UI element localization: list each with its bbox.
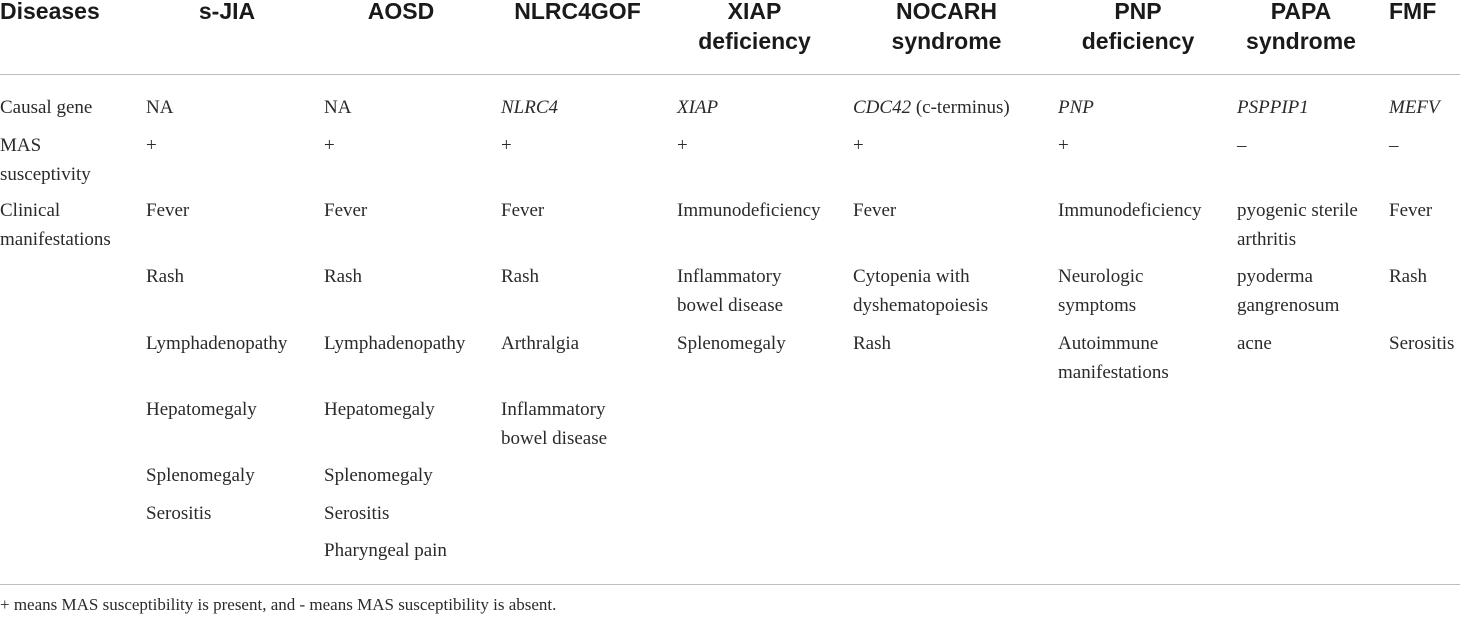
header-text: syndrome bbox=[891, 28, 1002, 54]
causal-gene-cell: NA bbox=[146, 97, 174, 118]
header-text: syndrome bbox=[1246, 28, 1356, 54]
clinical-item: Splenomegaly bbox=[324, 465, 433, 486]
clinical-item: Serositis bbox=[324, 503, 390, 524]
row-label-mas bbox=[0, 131, 91, 189]
clinical-item: Arthralgia bbox=[501, 333, 580, 354]
clinical-text: pyoderma bbox=[1237, 266, 1313, 287]
clinical-item bbox=[677, 262, 783, 320]
clinical-item: Splenomegaly bbox=[677, 333, 786, 354]
header-fmf bbox=[1389, 0, 1436, 26]
clinical-text: gangrenosum bbox=[1237, 295, 1340, 316]
header-text: FMF bbox=[1389, 0, 1437, 24]
clinical-item: Serositis bbox=[1389, 333, 1455, 354]
mas-cell: + bbox=[501, 135, 512, 156]
causal-gene-cell: MEFV bbox=[1389, 97, 1440, 118]
header-text: s-JIA bbox=[198, 0, 256, 24]
mas-cell: + bbox=[677, 135, 688, 156]
clinical-item: Fever bbox=[501, 200, 545, 221]
clinical-item: Splenomegaly bbox=[146, 465, 255, 486]
clinical-item: Rash bbox=[324, 266, 362, 287]
clinical-text: bowel disease bbox=[677, 295, 784, 316]
clinical-item: Immunodeficiency bbox=[677, 200, 821, 221]
causal-gene-cell: PSPPIP1 bbox=[1237, 97, 1309, 118]
clinical-item: Lymphadenopathy bbox=[324, 333, 466, 354]
header-diseases bbox=[0, 0, 100, 26]
clinical-item: Rash bbox=[1389, 266, 1427, 287]
causal-gene-cell bbox=[853, 93, 1010, 122]
mas-cell: – bbox=[1237, 135, 1247, 156]
header-text: NOCARH bbox=[896, 0, 997, 24]
table-bottom-rule bbox=[0, 584, 1460, 585]
clinical-text: Inflammatory bbox=[501, 399, 606, 420]
clinical-text: Autoimmune bbox=[1058, 333, 1159, 354]
row-label-text: manifestations bbox=[0, 229, 111, 250]
row-label-text: susceptivity bbox=[0, 164, 91, 185]
clinical-item: Serositis bbox=[146, 503, 212, 524]
clinical-item bbox=[1058, 262, 1143, 320]
row-label-causal-gene: Causal gene bbox=[0, 97, 93, 118]
clinical-item: Hepatomegaly bbox=[324, 399, 435, 420]
header-text: NLRC4GOF bbox=[514, 0, 641, 24]
mas-cell: + bbox=[324, 135, 335, 156]
clinical-item: Pharyngeal pain bbox=[324, 540, 447, 561]
causal-gene-cell: NLRC4 bbox=[501, 97, 559, 118]
clinical-item bbox=[501, 395, 607, 453]
clinical-text: bowel disease bbox=[501, 428, 608, 449]
clinical-text: pyogenic sterile bbox=[1237, 200, 1358, 221]
clinical-text: symptoms bbox=[1058, 295, 1137, 316]
header-text: Diseases bbox=[0, 0, 100, 24]
clinical-item: Rash bbox=[146, 266, 184, 287]
mas-cell: + bbox=[146, 135, 157, 156]
header-nocarh bbox=[854, 0, 1039, 56]
clinical-item bbox=[1237, 196, 1358, 254]
clinical-item: acne bbox=[1237, 333, 1272, 354]
clinical-item: Fever bbox=[146, 200, 190, 221]
causal-gene-cell: NA bbox=[324, 97, 352, 118]
clinical-item: Rash bbox=[853, 333, 891, 354]
causal-gene-cell: XIAP bbox=[677, 97, 719, 118]
header-text: PAPA bbox=[1270, 0, 1332, 24]
header-xiap bbox=[672, 0, 837, 56]
row-label-clinical bbox=[0, 196, 111, 254]
header-text: PNP bbox=[1114, 0, 1162, 24]
header-sjia bbox=[152, 0, 302, 26]
clinical-text: dyshematopoiesis bbox=[853, 295, 989, 316]
header-text: deficiency bbox=[1081, 28, 1195, 54]
clinical-item bbox=[853, 262, 988, 320]
clinical-text: Neurologic bbox=[1058, 266, 1144, 287]
header-divider bbox=[0, 74, 1460, 75]
header-nlrc4gof bbox=[500, 0, 655, 26]
header-text: AOSD bbox=[367, 0, 435, 24]
clinical-text: arthritis bbox=[1237, 229, 1297, 250]
clinical-item: Fever bbox=[324, 200, 368, 221]
clinical-item: Fever bbox=[853, 200, 897, 221]
clinical-text: manifestations bbox=[1058, 362, 1169, 383]
clinical-item: Immunodeficiency bbox=[1058, 200, 1202, 221]
clinical-text: Cytopenia with bbox=[853, 266, 970, 287]
gene-name: CDC42 bbox=[853, 97, 912, 118]
clinical-item bbox=[1237, 262, 1339, 320]
clinical-item bbox=[1058, 329, 1169, 387]
table-footnote: + means MAS susceptibility is present, and - means MAS susceptibility is absent. bbox=[0, 595, 557, 614]
clinical-item: Hepatomegaly bbox=[146, 399, 257, 420]
header-aosd bbox=[326, 0, 476, 26]
clinical-item: Fever bbox=[1389, 200, 1433, 221]
causal-gene-cell: PNP bbox=[1058, 97, 1094, 118]
header-text: XIAP bbox=[727, 0, 782, 24]
header-text: deficiency bbox=[698, 28, 811, 54]
clinical-text: Inflammatory bbox=[677, 266, 782, 287]
table-header bbox=[0, 0, 1460, 74]
mas-cell: + bbox=[1058, 135, 1069, 156]
clinical-item: Rash bbox=[501, 266, 539, 287]
header-papa bbox=[1226, 0, 1376, 56]
row-label-text: Clinical bbox=[0, 200, 61, 221]
header-pnp bbox=[1058, 0, 1218, 56]
mas-cell: – bbox=[1389, 135, 1399, 156]
gene-note: (c-terminus) bbox=[911, 97, 1010, 118]
clinical-item: Lymphadenopathy bbox=[146, 333, 288, 354]
row-label-text: MAS bbox=[0, 135, 42, 156]
mas-cell: + bbox=[853, 135, 864, 156]
